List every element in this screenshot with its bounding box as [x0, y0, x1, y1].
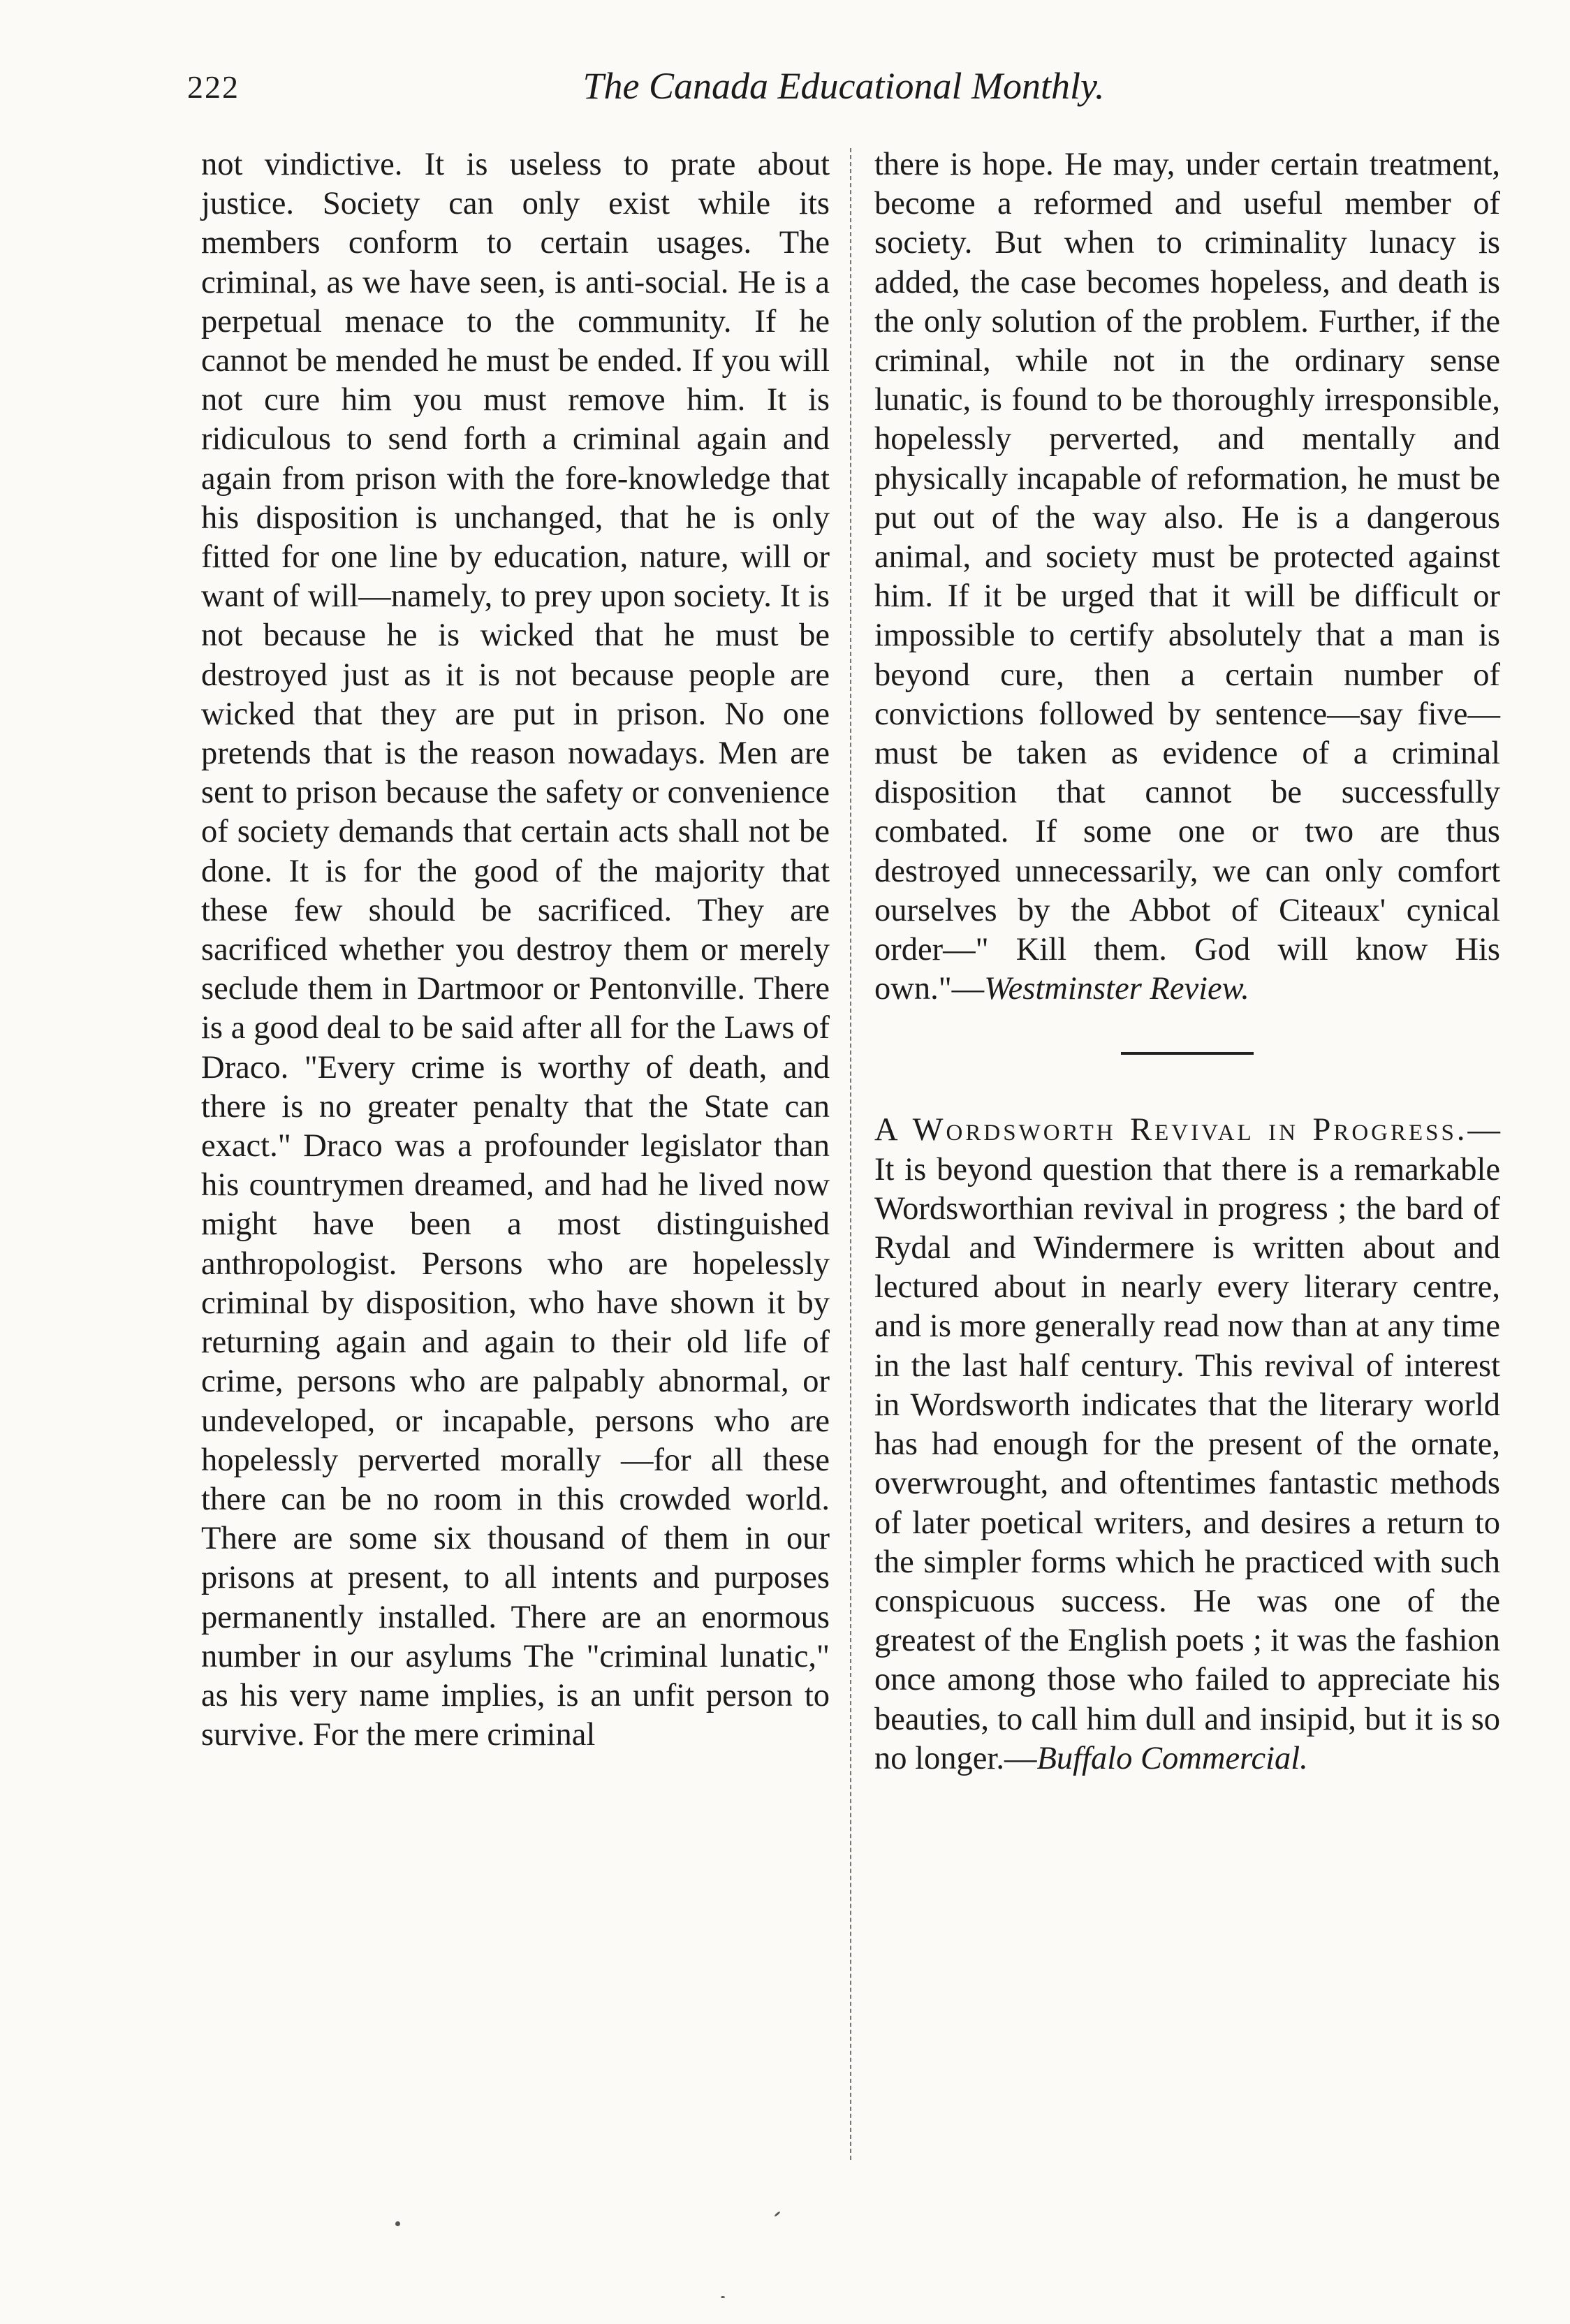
- paper-speck: [395, 2221, 400, 2226]
- wordsworth-article: [874, 1111, 1500, 1778]
- source-westminster-review: Westminster Review.: [984, 971, 1249, 1007]
- page-header: [187, 64, 1500, 113]
- page-number: 222: [187, 69, 240, 105]
- wordsworth-article-heading: A Wordsworth Revival in Progress.: [874, 1112, 1468, 1148]
- wordsworth-article-text: —It is beyond question that there is a remarkable Wordsworthian revival in progress ; the bard of Rydal and Windermere is written about and lectured about in nearly every literary centre, and is more generally read now than at any time in the last half century. This revival of interest in Wordsworth indicates that the literary world has had enough for the present of the ornate, overwrought, and oftentimes fantastic methods of later poetical writers, and desires a return to the simpler forms which he practiced with such conspicuous success. He was one of the greatest of the English poets ; it was the fashion once among those who failed to appreciate his beauties, to call him dull and insipid, but it is so no longer.—: [874, 1112, 1500, 1776]
- paper-speck: [774, 2211, 781, 2217]
- left-column-text: not vindictive. It is useless to prate about justice. Society can only exist while its members conform to certain usages. The criminal, as we have seen, is anti-social. He is a perpetual menace to the community. If he cannot be mended he must be ended. If you will not cure him you must remove him. It is ridiculous to send forth a criminal again and again from prison with the fore-knowledge that his disposition is unchanged, that he is only fitted for one line by education, nature, will or want of will—namely, to prey upon society. It is not because he is wicked that he must be destroyed just as it is not because people are wicked that they are put in prison. No one pretends that is the reason nowadays. Men are sent to prison because the safety or convenience of society demands that certain acts shall not be done. It is for the good of the majority that these few should be sacrificed. They are sacrificed whether you destroy them or merely seclude them in Dartmoor or Pentonville. There is a good deal to be said after all for the Laws of Draco. "Every crime is worthy of death, and there is no greater penalty that the State can exact." Draco was a profounder legislator than his countrymen dreamed, and had he lived now might have been a most distinguished anthropologist. Persons who are hopelessly criminal by disposition, who have shown it by returning again and again to their old life of crime, persons who are palpably abnormal, or undeveloped, or incapable, persons who are hopelessly perverted morally —for all these there can be no room in this crowded world. There are some six thousand of them in our prisons at present, to all intents and purposes permanently installed. There are an enormous number in our asylums The "criminal lunatic," as his very name implies, is an unfit person to survive. For the mere criminal: [201, 147, 830, 1753]
- penal-article-text: there is hope. He may, under certain treatment, become a reformed and useful member of society. But when to criminality lunacy is added, the case becomes hopeless, and death is the only solution of the problem. Further, if the criminal, while not in the ordinary sense lunatic, is found to be thoroughly irresponsible, hopelessly perverted, and mentally and physically incapable of reformation, he must be put out of the way also. He is a dangerous animal, and society must be protected against him. If it be urged that it will be difficult or impossible to certify absolutely that a man is beyond cure, then a certain number of convictions followed by sentence—say five—must be taken as evidence of a criminal disposition that cannot be successfully combated. If some one or two are thus destroyed unnecessarily, we can only comfort ourselves by the Abbot of Citeaux' cynical order—" Kill them. God will know His own."—: [874, 147, 1500, 1007]
- source-buffalo-commercial: Buffalo Commercial.: [1036, 1740, 1308, 1776]
- left-column: [201, 145, 830, 1755]
- running-title: The Canada Educational Monthly.: [582, 65, 1105, 107]
- right-column: [874, 145, 1500, 1778]
- column-divider: [850, 148, 851, 2160]
- paper-speck: [721, 2296, 725, 2298]
- penal-article-conclusion: [874, 145, 1500, 1009]
- section-divider-rule: [1121, 1052, 1254, 1055]
